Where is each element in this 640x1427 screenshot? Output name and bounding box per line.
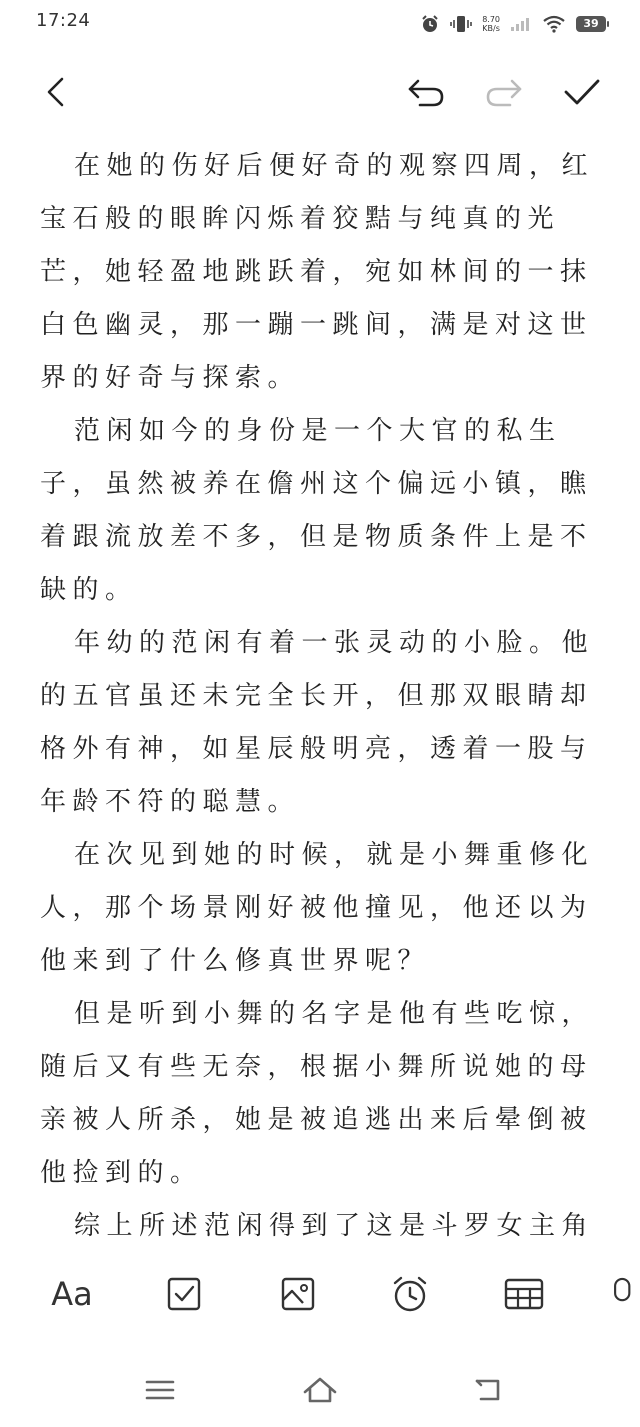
status-time: 17:24 bbox=[36, 10, 91, 31]
home-button[interactable] bbox=[296, 1366, 344, 1414]
checklist-button[interactable] bbox=[158, 1268, 210, 1320]
format-bar bbox=[0, 1240, 640, 1352]
note-paragraph[interactable]: 范闲如今的身份是一个大官的私生子，虽然被养在儋州这个偏远小镇，瞧着跟流放差不多，但是物质条件上是不缺的。 bbox=[40, 416, 593, 605]
status-bar bbox=[0, 0, 640, 48]
checkbox-icon bbox=[166, 1276, 202, 1312]
home-icon bbox=[302, 1376, 338, 1404]
alarm-clock-icon bbox=[391, 1275, 429, 1313]
net-speed-unit: KB/s bbox=[482, 24, 500, 33]
note-paragraph[interactable]: 但是听到小舞的名字是他有些吃惊，随后又有些无奈，根据小舞所说她的母亲被人所杀，她是被追逃出来后晕倒被他捡到的。 bbox=[40, 999, 595, 1188]
redo-button[interactable] bbox=[482, 70, 526, 114]
net-speed bbox=[482, 15, 500, 33]
note-paragraph[interactable]: 年幼的范闲有着一张灵动的小脸。他的五官虽还未完全长开，但那双眼睛却格外有神，如星辰般明亮，透着一股与年龄不符的聪慧。 bbox=[40, 628, 595, 817]
reminder-button[interactable] bbox=[384, 1268, 436, 1320]
vibrate-icon bbox=[450, 14, 472, 34]
redo-icon bbox=[484, 76, 524, 108]
alarm-icon bbox=[420, 14, 440, 34]
microphone-icon bbox=[608, 1274, 640, 1314]
battery-icon: 39 bbox=[576, 16, 606, 32]
undo-icon bbox=[406, 76, 446, 108]
back-icon bbox=[44, 76, 68, 108]
back-nav-icon bbox=[472, 1376, 504, 1404]
check-icon bbox=[563, 77, 601, 107]
note-paragraph[interactable]: 在她的伤好后便好奇的观察四周，红宝石般的眼眸闪烁着狡黠与纯真的光芒，她轻盈地跳跃着，宛如林间的一抹白色幽灵，那一蹦一跳间，满是对这世界的好奇与探索。 bbox=[40, 151, 595, 393]
status-icons bbox=[420, 12, 606, 36]
undo-button[interactable] bbox=[404, 70, 448, 114]
table-icon bbox=[504, 1277, 544, 1311]
system-nav-bar bbox=[0, 1360, 640, 1420]
signal-icon bbox=[510, 16, 532, 32]
wifi-icon bbox=[542, 15, 566, 33]
back-nav-button[interactable] bbox=[464, 1366, 512, 1414]
note-paragraph[interactable]: 综上所述范闲得到了这是斗罗女主角 bbox=[74, 1211, 595, 1240]
done-button[interactable] bbox=[560, 70, 604, 114]
voice-input-button[interactable] bbox=[608, 1268, 640, 1320]
note-paragraph[interactable]: 在次见到她的时候，就是小舞重修化人，那个场景刚好被他撞见，他还以为他来到了什么修真世界呢？ bbox=[40, 840, 595, 976]
menu-icon bbox=[145, 1378, 175, 1402]
recent-apps-button[interactable] bbox=[136, 1366, 184, 1414]
net-speed-value: 8.70 bbox=[482, 15, 500, 24]
note-editor[interactable] bbox=[40, 140, 604, 1240]
image-icon bbox=[280, 1276, 316, 1312]
text-format-button[interactable] bbox=[46, 1268, 98, 1320]
insert-image-button[interactable] bbox=[272, 1268, 324, 1320]
back-button[interactable] bbox=[34, 70, 78, 114]
text-format-icon: Aa bbox=[51, 1275, 93, 1313]
insert-table-button[interactable] bbox=[498, 1268, 550, 1320]
editor-toolbar bbox=[0, 60, 640, 124]
